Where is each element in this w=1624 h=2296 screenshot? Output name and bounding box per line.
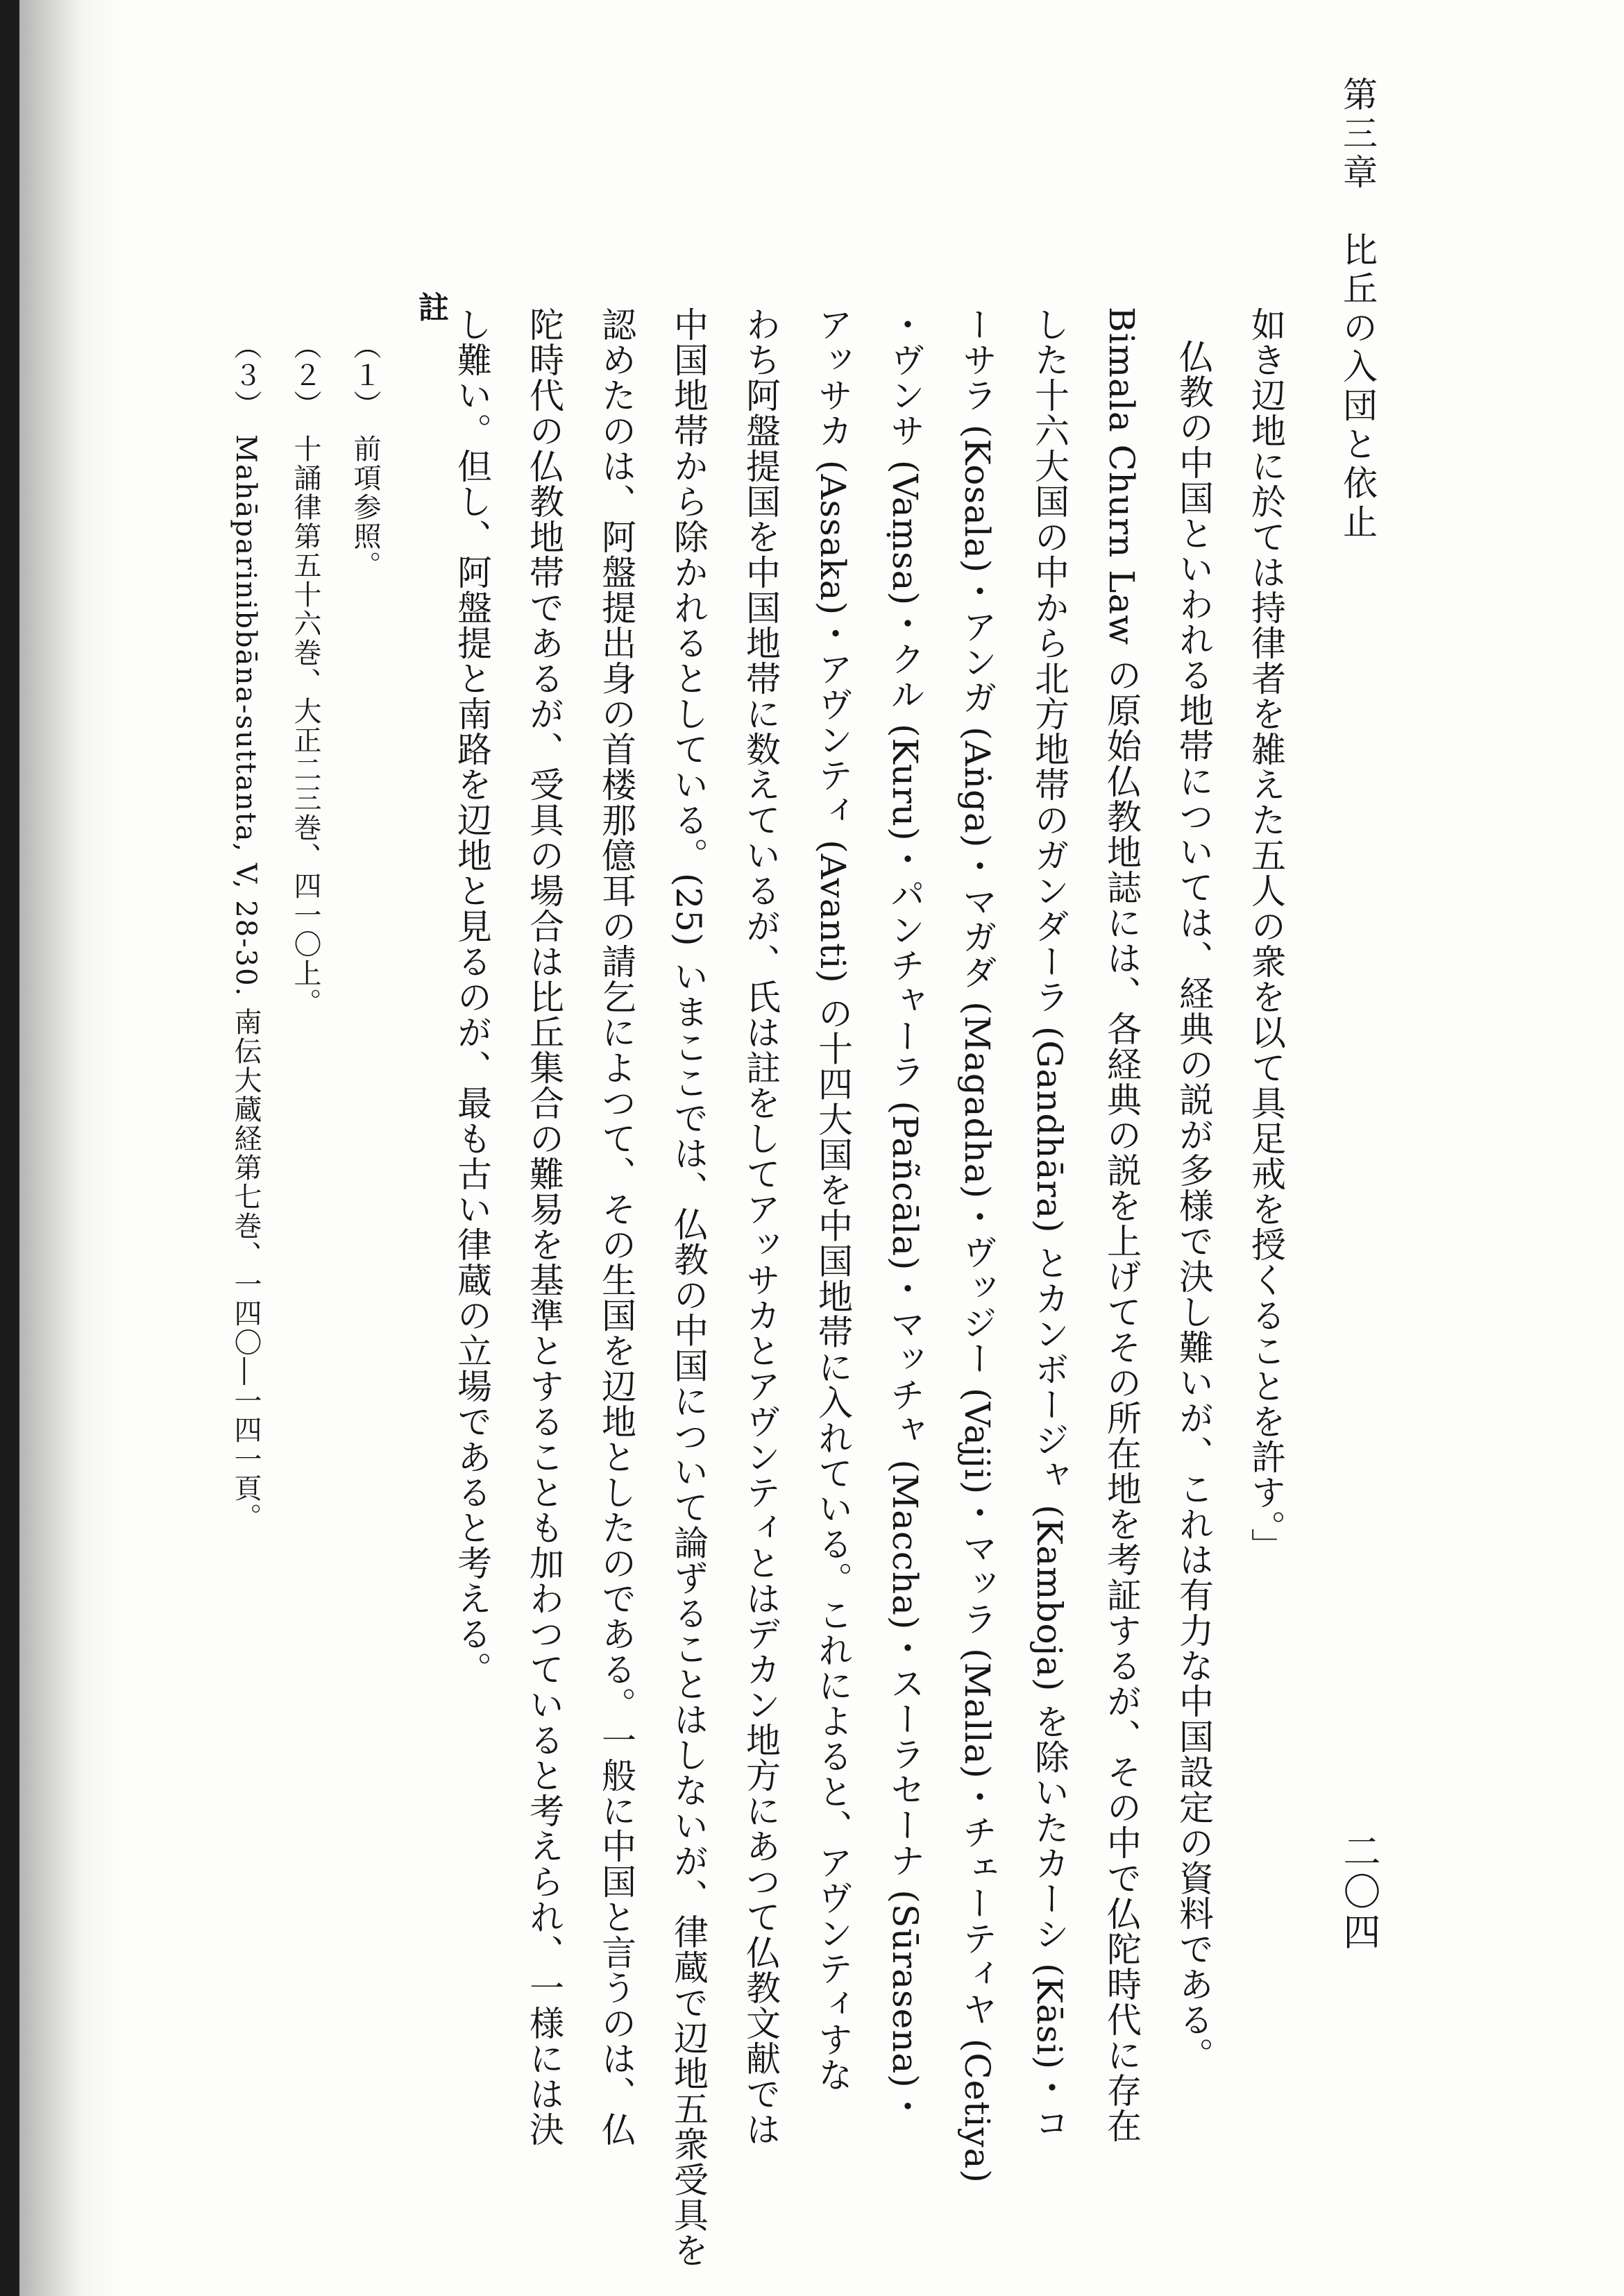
body-line-1: 如き辺地に於ては持律者を雑えた五人の衆を以て具足戒を授くることを許す。」 — [1246, 307, 1286, 1563]
body-line-11: 陀時代の仏教地帯であるが、受具の場合は比丘集合の難易を基準とすることも加わつていると考えられ、一様には決 — [524, 307, 564, 2147]
scan-shadow — [19, 0, 124, 2296]
body-line-4: した十六大国の中から北方地帯のガンダーラ (Gandhāra) とカンボージャ (Kamboja) を除いたカーシ (Kāsi)・コ — [1029, 307, 1069, 2141]
notes-heading: 註 — [413, 291, 448, 322]
body-line-8: わち阿盤提国を中国地帯に数えているが、氏は註をしてアッサカとアヴンティとはデカン地方にあつて仏教文献では — [741, 307, 781, 2147]
body-line-10: 認めたのは、阿盤提出身の首楼那億耳の請乞によつて、その生国を辺地としたのである。一般に中国と言うのは、仏 — [596, 307, 636, 2147]
body-line-9: 中国地帯から除かれるとしている。(25) いまここでは、仏教の中国について論ずることはしないが、律蔵で辺地五衆受具を — [668, 307, 709, 2268]
scan-binding-edge — [0, 0, 19, 2296]
body-line-2: 仏教の中国といわれる地帯については、経典の説が多様で決し難いが、これは有力な中国設定の資料である。 — [1174, 339, 1214, 2073]
body-line-6: ・ヴンサ (Vaṃsa)・クル (Kuru)・パンチャーラ (Pañcāla)・マッチャ (Maccha)・スーラセーナ (Sūrasena)・ — [885, 307, 925, 2124]
body-line-5: ーサラ (Kosala)・アンガ (Aṅga)・マガダ (Magadha)・ヴッジー (Vajji)・マッラ (Malla)・チェーティヤ (Cetiya) — [957, 307, 997, 2184]
page-number: 二〇四 — [1337, 1832, 1381, 1953]
note-1: （１） 前項参照。 — [349, 332, 381, 580]
body-line-7: アッサカ (Assaka)・アヴンティ (Avanti) の十四大国を中国地帯に入れている。これによると、アヴンティすな — [813, 307, 853, 2093]
body-line-12: し難い。但し、阿盤提と南路を辺地と見るのが、最も古い律蔵の立場であると考える。 — [452, 307, 492, 1687]
note-3: （３） Mahāparinibbāna-suttanta, V, 28-30. 南伝大蔵経第七巻、一四〇―一四一頁。 — [230, 332, 262, 1532]
note-2: （２） 十誦律第五十六巻、大正二三巻、四一〇上。 — [289, 332, 321, 1017]
chapter-header: 第三章 比丘の入団と依止 — [1337, 76, 1378, 543]
body-line-3: Bimala Churn Law の原始仏教地誌には、各経典の説を上げてその所在地を考証するが、その中で仏陀時代に存在 — [1101, 307, 1142, 2144]
